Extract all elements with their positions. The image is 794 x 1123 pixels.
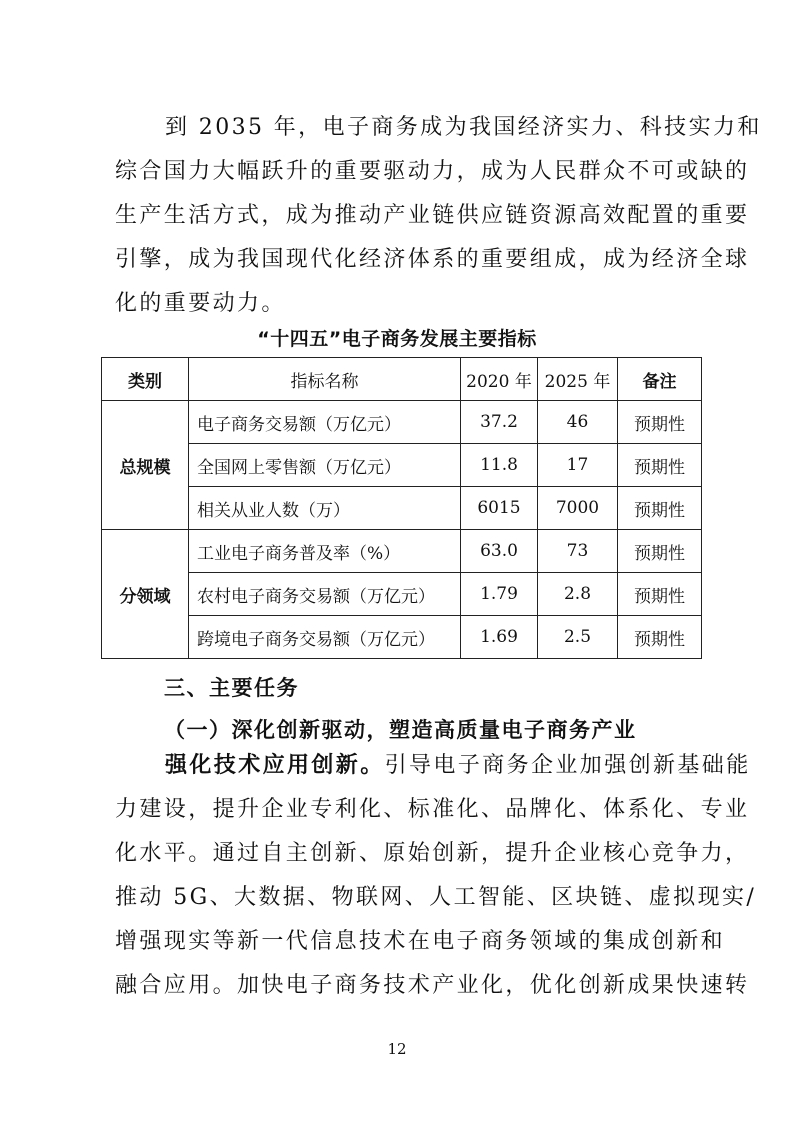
- value-2025: 17: [538, 444, 618, 487]
- intro-line: 综合国力大幅跃升的重要驱动力，成为人民群众不可或缺的: [115, 159, 750, 184]
- value-2020: 11.8: [461, 444, 538, 487]
- intro-line: 化的重要动力。: [115, 291, 286, 316]
- header-indicator-name: 指标名称: [189, 358, 461, 401]
- intro-line: 到 2035 年，电子商务成为我国经济实力、科技实力和: [165, 115, 762, 140]
- body-line: 融合应用。加快电子商务技术产业化，优化创新成果快速转: [115, 973, 750, 998]
- table-row: [102, 616, 702, 659]
- value-2020: 63.0: [461, 530, 538, 573]
- header-2025: 2025 年: [538, 358, 618, 401]
- value-2020: 6015: [461, 487, 538, 530]
- header-2020: 2020 年: [461, 358, 538, 401]
- indicator-name: 电子商务交易额（万亿元）: [189, 401, 461, 444]
- value-2025: 46: [538, 401, 618, 444]
- table-row: [102, 530, 702, 573]
- body-lead-phrase: 强化技术应用创新。: [165, 753, 385, 778]
- group-label-total-scale: 总规模: [102, 401, 189, 530]
- indicator-name: 全国网上零售额（万亿元）: [189, 444, 461, 487]
- note-cell: 预期性: [618, 487, 702, 530]
- group-label-by-domain: 分领域: [102, 530, 189, 659]
- value-2025: 2.8: [538, 573, 618, 616]
- body-paragraph: [115, 744, 757, 1008]
- note-cell: 预期性: [618, 401, 702, 444]
- intro-line: 引擎，成为我国现代化经济体系的重要组成，成为经济全球: [115, 247, 750, 272]
- note-cell: 预期性: [618, 616, 702, 659]
- body-line: 力建设，提升企业专利化、标准化、品牌化、体系化、专业: [115, 797, 750, 822]
- indicators-table: [101, 357, 702, 659]
- note-cell: 预期性: [618, 444, 702, 487]
- value-2025: 73: [538, 530, 618, 573]
- note-cell: 预期性: [618, 573, 702, 616]
- note-cell: 预期性: [618, 530, 702, 573]
- value-2020: 1.79: [461, 573, 538, 616]
- table-row: [102, 487, 702, 530]
- value-2020: 37.2: [461, 401, 538, 444]
- table-header-row: [102, 358, 702, 401]
- body-line: 推动 5G、大数据、物联网、人工智能、区块链、虚拟现实/: [115, 885, 757, 910]
- value-2020: 1.69: [461, 616, 538, 659]
- header-note: 备注: [618, 358, 702, 401]
- page-number: 12: [387, 1040, 407, 1058]
- body-line: 化水平。通过自主创新、原始创新，提升企业核心竞争力，: [115, 841, 750, 866]
- table-caption: “十四五”电子商务发展主要指标: [257, 328, 537, 350]
- value-2025: 7000: [538, 487, 618, 530]
- body-first-line: [115, 744, 751, 788]
- body-first-line-text: 引导电子商务企业加强创新基础能: [384, 753, 751, 778]
- body-line: 增强现实等新一代信息技术在电子商务领域的集成创新和: [115, 929, 726, 954]
- indicator-name: 农村电子商务交易额（万亿元）: [189, 573, 461, 616]
- value-2025: 2.5: [538, 616, 618, 659]
- table-row: [102, 401, 702, 444]
- indicator-name: 相关从业人数（万）: [189, 487, 461, 530]
- table-row: [102, 444, 702, 487]
- indicator-name: 工业电子商务普及率（%）: [189, 530, 461, 573]
- indicator-name: 跨境电子商务交易额（万亿元）: [189, 616, 461, 659]
- table-row: [102, 573, 702, 616]
- section-heading: 三、主要任务: [164, 676, 299, 700]
- intro-line: 生产生活方式，成为推动产业链供应链资源高效配置的重要: [115, 203, 750, 228]
- header-category: 类别: [102, 358, 189, 401]
- intro-paragraph: [115, 106, 762, 326]
- subsection-heading: （一）深化创新驱动，塑造高质量电子商务产业: [164, 718, 637, 742]
